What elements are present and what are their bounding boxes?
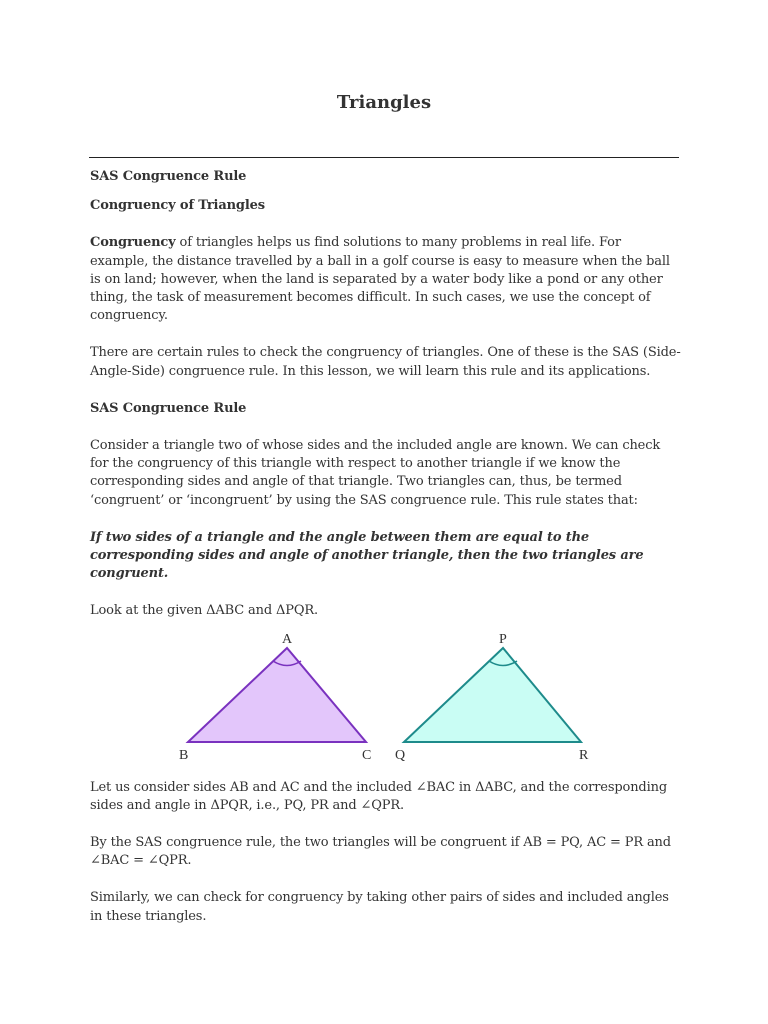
figure-intro: Look at the given ΔABC and ΔPQR.: [90, 603, 318, 619]
triangle-abc: [179, 632, 371, 763]
triangles-figure: [170, 629, 610, 769]
vertex-label-q: Q: [395, 747, 405, 763]
intro-paragraph-text: of triangles helps us find solutions to many problems in real life. For example, the distance travelled by a ball in a golf course is easy to measure when the ball is on land; however, when the land is separated by a water body like a pond or any other thing, the task of measurement becomes difficult. In such cases, we use the concept of congruency.: [90, 235, 670, 324]
vertex-label-p: P: [499, 631, 507, 647]
sas-condition-paragraph: By the SAS congruence rule, the two triangles will be congruent if AB = PQ, AC = PR and ∠BAC = ∠QPR.: [90, 835, 671, 869]
vertex-label-b: B: [179, 747, 189, 763]
triangle-pqr: [395, 632, 589, 763]
page-title: Triangles: [336, 92, 432, 113]
vertex-label-r: R: [579, 747, 589, 763]
vertex-label-c: C: [362, 747, 372, 763]
congruency-term: Congruency: [90, 235, 176, 251]
subsection-heading: Congruency of Triangles: [90, 198, 265, 214]
explanation-paragraph: Consider a triangle two of whose sides and the included angle are known. We can check for the congruency of this triangle with respect to another triangle if we know the corresponding sides and angle of that triangle. Two triangles can, thus, be termed ‘congruent’ or ‘incongruent’ by using the SAS congruence rule. This rule states that:: [90, 438, 661, 508]
document-body: [90, 168, 682, 926]
rules-paragraph: There are certain rules to check the congruency of triangles. One of these is the SAS (Side-Angle-Side) congruence rule. In this lesson, we will learn this rule and its applications.: [90, 345, 681, 379]
intro-paragraph: [90, 234, 682, 325]
section-heading: SAS Congruence Rule: [90, 169, 247, 184]
consider-sides-paragraph: Let us consider sides AB and AC and the included ∠BAC in ΔABC, and the corresponding sides and angle in ΔPQR, i.e., PQ, PR and ∠QPR.: [90, 779, 667, 813]
similarly-paragraph: Similarly, we can check for congruency by taking other pairs of sides and included angles in these triangles.: [90, 890, 669, 924]
vertex-label-a: A: [282, 631, 292, 647]
rule-heading: SAS Congruence Rule: [90, 400, 247, 416]
title-divider: [89, 157, 679, 158]
rule-statement: If two sides of a triangle and the angle between them are equal to the corresponding sides and angle of another triangle, then the two triangles are congruent.: [90, 529, 644, 582]
triangle-abc-shape: [188, 648, 366, 742]
